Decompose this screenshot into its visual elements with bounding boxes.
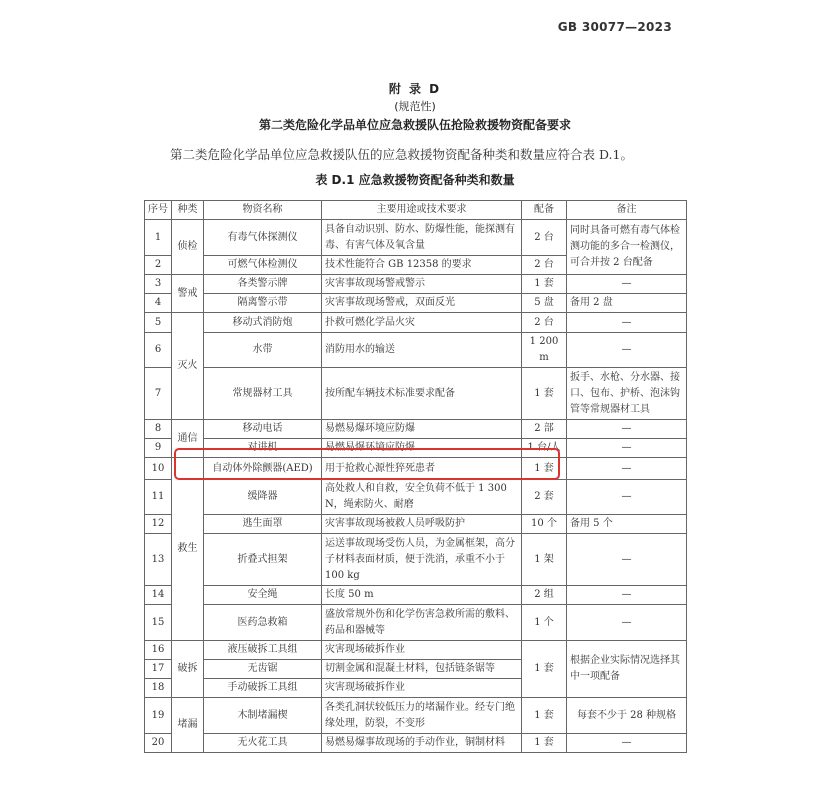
cell-note: — (567, 275, 687, 294)
cell-no: 9 (145, 439, 172, 458)
table-header-row (145, 201, 687, 220)
cell-category: 堵漏 (172, 698, 204, 753)
cell-note: 根据企业实际情况选择其中一项配备 (567, 641, 687, 698)
cell-no: 7 (145, 368, 172, 420)
cell-category: 破拆 (172, 641, 204, 698)
cell-note: — (567, 313, 687, 333)
cell-name: 有毒气体探测仪 (204, 220, 322, 256)
cell-name: 无火花工具 (204, 734, 322, 753)
cell-use: 灾害现场破拆作业 (322, 641, 522, 660)
cell-use: 长度 50 m (322, 586, 522, 605)
table-row (145, 368, 687, 420)
cell-use: 切割金属和混凝土材料，包括链条锯等 (322, 660, 522, 679)
cell-qty: 1 套 (522, 368, 567, 420)
intro-paragraph: 第二类危险化学品单位应急救援队伍的应急救援物资配备种类和数量应符合表 D.1。 (170, 147, 633, 162)
cell-name: 各类警示牌 (204, 275, 322, 294)
table-row (145, 534, 687, 586)
header-use: 主要用途或技术要求 (322, 201, 522, 220)
cell-no: 1 (145, 220, 172, 256)
cell-name: 安全绳 (204, 586, 322, 605)
table-row (145, 641, 687, 660)
cell-no: 6 (145, 333, 172, 368)
cell-use: 扑救可燃化学品火灾 (322, 313, 522, 333)
cell-qty: 1 200 m (522, 333, 567, 368)
cell-use: 灾害事故现场警戒，双面反光 (322, 294, 522, 313)
cell-name: 手动破拆工具组 (204, 679, 322, 698)
cell-no: 20 (145, 734, 172, 753)
cell-category: 救生 (172, 458, 204, 641)
cell-qty: 1 台/人 (522, 439, 567, 458)
table-row (145, 220, 687, 256)
cell-no: 15 (145, 605, 172, 641)
cell-name: 水带 (204, 333, 322, 368)
header-category: 种类 (172, 201, 204, 220)
header-qty: 配备 (522, 201, 567, 220)
cell-category: 警戒 (172, 275, 204, 313)
cell-qty: 2 部 (522, 420, 567, 439)
cell-name: 木制堵漏楔 (204, 698, 322, 734)
cell-no: 5 (145, 313, 172, 333)
table-row (145, 333, 687, 368)
cell-note: 同时具备可燃有毒气体检测功能的多合一检测仪，可合并按 2 台配备 (567, 220, 687, 275)
cell-name: 缓降器 (204, 480, 322, 515)
cell-note: 备用 5 个 (567, 515, 687, 534)
table-row (145, 605, 687, 641)
cell-name: 移动式消防炮 (204, 313, 322, 333)
cell-no: 17 (145, 660, 172, 679)
cell-qty: 1 套 (522, 641, 567, 698)
cell-qty: 1 架 (522, 534, 567, 586)
cell-qty: 2 组 (522, 586, 567, 605)
appendix-heading: 第二类危险化学品单位应急救援队伍抢险救援物资配备要求 (258, 118, 571, 132)
cell-use: 具备自动识别、防水、防爆性能，能探测有毒、有害气体及氧含量 (322, 220, 522, 256)
cell-name: 医药急救箱 (204, 605, 322, 641)
cell-no: 4 (145, 294, 172, 313)
cell-qty: 1 套 (522, 275, 567, 294)
cell-no: 12 (145, 515, 172, 534)
aed-row-highlight (174, 448, 560, 480)
cell-qty: 5 盘 (522, 294, 567, 313)
cell-note: 扳手、水枪、分水器、接口、包布、护桥、泡沫钩管等常规器材工具 (567, 368, 687, 420)
cell-name: 逃生面罩 (204, 515, 322, 534)
cell-qty: 2 台 (522, 220, 567, 256)
cell-use: 盛放常规外伤和化学伤害急救所需的敷料、药品和器械等 (322, 605, 522, 641)
cell-use: 运送事故现场受伤人员，为金属框架，高分子材料表面材质，便于洗消，承重不小于 100 kg (322, 534, 522, 586)
cell-note: — (567, 534, 687, 586)
appendix-title: 附 录 D (388, 82, 442, 96)
header-note: 备注 (567, 201, 687, 220)
cell-name: 折叠式担架 (204, 534, 322, 586)
cell-name: 自动体外除颤器(AED) (204, 458, 322, 480)
cell-note: — (567, 734, 687, 753)
appendix-type: (规范性) (394, 100, 436, 113)
cell-name: 可燃气体检测仪 (204, 256, 322, 275)
cell-use: 消防用水的输送 (322, 333, 522, 368)
cell-qty: 1 个 (522, 605, 567, 641)
table-row (145, 515, 687, 534)
cell-use: 灾害事故现场被救人员呼吸防护 (322, 515, 522, 534)
cell-qty: 2 台 (522, 256, 567, 275)
cell-qty: 10 个 (522, 515, 567, 534)
table-row (145, 586, 687, 605)
cell-name: 常规器材工具 (204, 368, 322, 420)
cell-no: 19 (145, 698, 172, 734)
cell-use: 易燃易爆环境应防爆 (322, 420, 522, 439)
cell-name: 液压破拆工具组 (204, 641, 322, 660)
cell-no: 8 (145, 420, 172, 439)
cell-category: 通信 (172, 420, 204, 458)
table-row (145, 480, 687, 515)
table-row (145, 698, 687, 734)
cell-qty: 1 套 (522, 698, 567, 734)
cell-use: 易燃易爆事故现场的手动作业，铜制材料 (322, 734, 522, 753)
cell-note: — (567, 586, 687, 605)
table-row (145, 734, 687, 753)
table-row (145, 420, 687, 439)
cell-use: 各类孔洞状较低压力的堵漏作业。经专门绝缘处理，防裂，不变形 (322, 698, 522, 734)
standard-code: GB 30077—2023 (557, 20, 672, 34)
cell-no: 13 (145, 534, 172, 586)
cell-note: — (567, 439, 687, 458)
table-row (145, 313, 687, 333)
cell-no: 3 (145, 275, 172, 294)
cell-use: 灾害事故现场警戒警示 (322, 275, 522, 294)
header-name: 物资名称 (204, 201, 322, 220)
cell-note: — (567, 605, 687, 641)
cell-qty: 1 套 (522, 734, 567, 753)
cell-use: 高处救人和自救，安全负荷不低于 1 300 N，绳索防火、耐磨 (322, 480, 522, 515)
cell-qty: 1 套 (522, 458, 567, 480)
cell-no: 18 (145, 679, 172, 698)
cell-note: — (567, 480, 687, 515)
cell-note: — (567, 458, 687, 480)
header-no: 序号 (145, 201, 172, 220)
cell-use: 用于抢救心源性猝死患者 (322, 458, 522, 480)
cell-note: — (567, 333, 687, 368)
cell-use: 按所配车辆技术标准要求配备 (322, 368, 522, 420)
cell-name: 对讲机 (204, 439, 322, 458)
cell-use: 技术性能符合 GB 12358 的要求 (322, 256, 522, 275)
cell-name: 隔离警示带 (204, 294, 322, 313)
cell-no: 14 (145, 586, 172, 605)
cell-no: 10 (145, 458, 172, 480)
cell-use: 易燃易爆环境应防爆 (322, 439, 522, 458)
cell-note: 每套不少于 28 种规格 (567, 698, 687, 734)
cell-category: 侦检 (172, 220, 204, 275)
cell-category: 灭火 (172, 313, 204, 420)
cell-qty: 2 套 (522, 480, 567, 515)
cell-use: 灾害现场破拆作业 (322, 679, 522, 698)
table-caption: 表 D.1 应急救援物资配备种类和数量 (315, 173, 515, 187)
cell-no: 16 (145, 641, 172, 660)
table-row (145, 294, 687, 313)
cell-qty: 2 台 (522, 313, 567, 333)
table-row (145, 275, 687, 294)
cell-no: 2 (145, 256, 172, 275)
cell-name: 无齿锯 (204, 660, 322, 679)
cell-name: 移动电话 (204, 420, 322, 439)
cell-note: 备用 2 盘 (567, 294, 687, 313)
cell-note: — (567, 420, 687, 439)
cell-no: 11 (145, 480, 172, 515)
